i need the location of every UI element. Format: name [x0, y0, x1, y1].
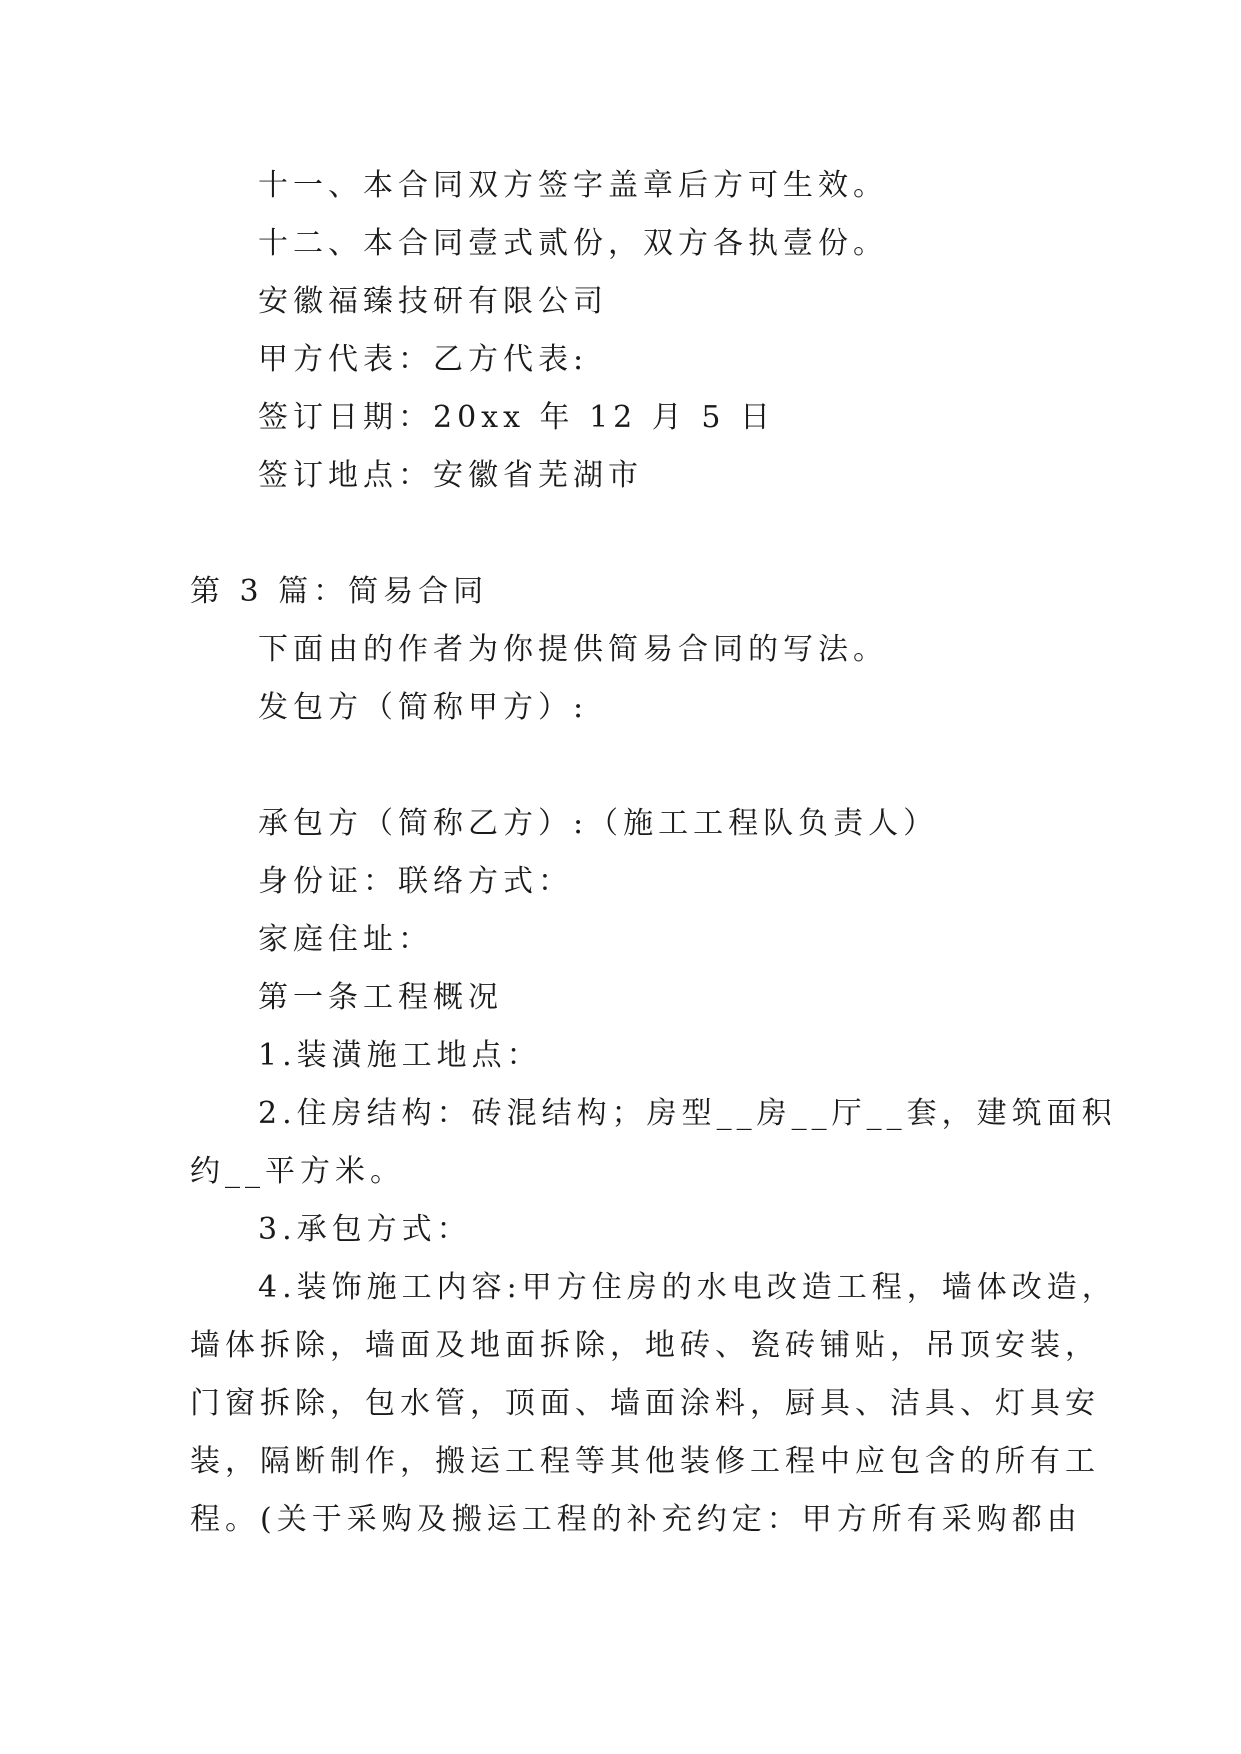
- clause-eleven: 十一、本合同双方签字盖章后方可生效。: [258, 168, 888, 203]
- home-address-line: 家庭住址：: [258, 922, 433, 957]
- item-3: 3.承包方式：: [258, 1212, 472, 1247]
- item-4-line-4: 装，隔断制作，搬运工程等其他装修工程中应包含的所有工: [190, 1444, 1100, 1479]
- company-name: 安徽福臻技研有限公司: [258, 284, 608, 319]
- article-one-heading: 第一条工程概况: [258, 980, 503, 1015]
- party-b-line: 承包方（简称乙方）:（施工工程队负责人）: [258, 806, 939, 841]
- item-4-line-3: 门窗拆除，包水管，顶面、墙面涂料，厨具、洁具、灯具安: [190, 1386, 1100, 1421]
- clause-twelve: 十二、本合同壹式贰份，双方各执壹份。: [258, 226, 888, 261]
- id-contact-line: 身份证：联络方式：: [258, 864, 573, 899]
- intro-paragraph: 下面由的作者为你提供简易合同的写法。: [258, 632, 888, 667]
- section-heading: 第 3 篇：简易合同: [190, 574, 489, 609]
- item-1: 1.装潢施工地点：: [258, 1038, 542, 1073]
- item-2: 2.住房结构：砖混结构；房型__房__厅__套，建筑面积: [258, 1096, 1117, 1131]
- signing-date: 签订日期：20xx 年 12 月 5 日: [258, 400, 775, 435]
- item-4: 4.装饰施工内容:甲方住房的水电改造工程，墙体改造，: [258, 1270, 1117, 1305]
- item-4-line-5: 程。(关于采购及搬运工程的补充约定：甲方所有采购都由: [190, 1502, 1082, 1537]
- item-2-continued: 约__平方米。: [190, 1154, 405, 1189]
- signing-place: 签订地点：安徽省芜湖市: [258, 458, 643, 493]
- item-4-line-2: 墙体拆除，墙面及地面拆除，地砖、瓷砖铺贴，吊顶安装，: [190, 1328, 1100, 1363]
- party-a-line: 发包方（简称甲方）:: [258, 690, 589, 725]
- representatives-line: 甲方代表：乙方代表:: [258, 342, 589, 377]
